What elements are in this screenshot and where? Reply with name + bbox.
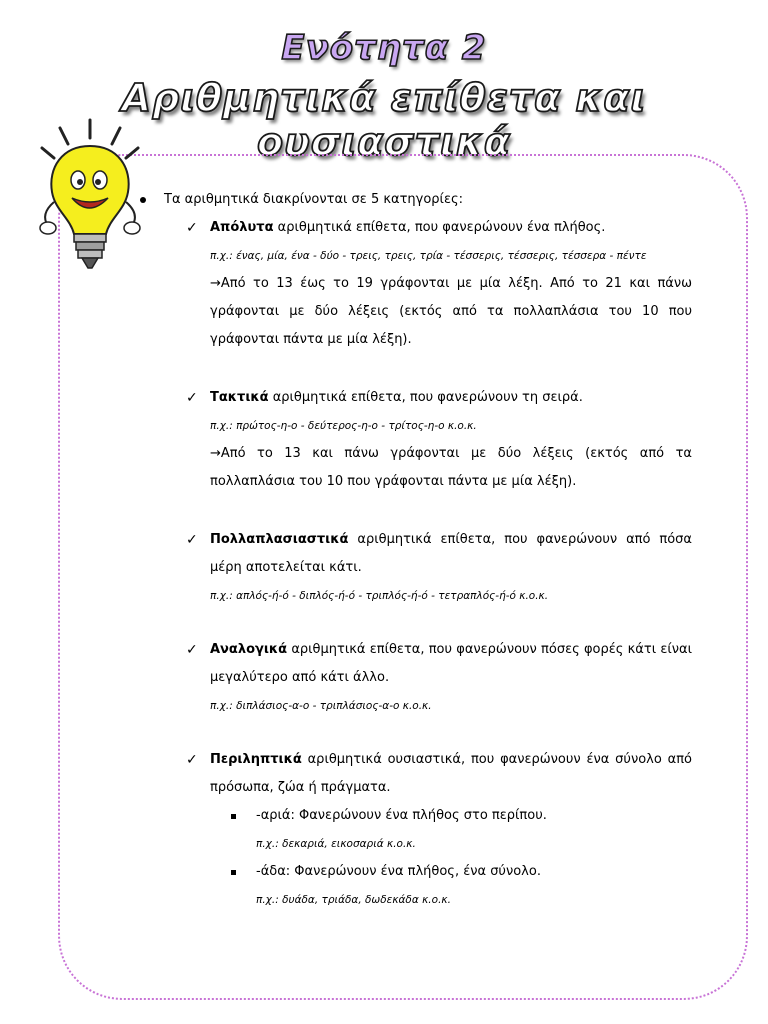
category-term: Πολλαπλασιαστικά xyxy=(210,532,349,547)
square-bullet-icon xyxy=(231,814,236,819)
category-example: π.χ.: πρώτος-η-ο - δεύτερος-η-ο - τρίτος-η-ο κ.ο.κ. xyxy=(210,420,477,432)
subitem-text: -αριά: Φανερώνουν ένα πλήθος στο περίπου. xyxy=(256,808,547,823)
category-term: Περιληπτικά xyxy=(210,752,302,767)
category-term: Τακτικά xyxy=(210,390,269,405)
category-item xyxy=(138,214,692,354)
category-item xyxy=(138,526,692,610)
category-definition: αριθμητικά επίθετα, που φανερώνουν από πόσα μέρη αποτελείται κάτι. xyxy=(210,532,692,575)
category-definition: αριθμητικά ουσιαστικά, που φανερώνουν ένα σύνολο από πρόσωπα, ζώα ή πράγματα. xyxy=(210,752,692,795)
checkmark-icon: ✓ xyxy=(186,752,198,768)
category-item xyxy=(138,384,692,496)
category-term: Αναλογικά xyxy=(210,642,288,657)
checkmark-icon: ✓ xyxy=(186,390,198,406)
content-area xyxy=(138,186,692,914)
category-definition: αριθμητικά επίθετα, που φανερώνουν πόσες φορές κάτι είναι μεγαλύτερο από κάτι άλλο. xyxy=(210,642,692,685)
category-item xyxy=(138,636,692,720)
unit-subtitle: Αριθμητικά επίθετα και ουσιαστικά xyxy=(121,76,647,164)
checkmark-icon: ✓ xyxy=(186,642,198,658)
subitem xyxy=(138,858,692,914)
subitem xyxy=(138,802,692,858)
category-example: π.χ.: διπλάσιος-α-ο - τριπλάσιος-α-ο κ.ο.κ. xyxy=(210,700,432,712)
intro-item xyxy=(138,186,692,214)
checkmark-icon: ✓ xyxy=(186,532,198,548)
bullet-icon xyxy=(140,197,146,203)
subitem-text: -άδα: Φανερώνουν ένα πλήθος, ένα σύνολο. xyxy=(256,864,541,879)
category-note: →Από το 13 και πάνω γράφονται με δύο λέξεις (εκτός από τα πολλαπλάσια του 10 που γράφονται πάντα με μία λέξη). xyxy=(210,446,692,489)
category-definition: αριθμητικά επίθετα, που φανερώνουν ένα πλήθος. xyxy=(273,220,606,235)
subitem-example: π.χ.: δυάδα, τριάδα, δωδεκάδα κ.ο.κ. xyxy=(256,894,451,906)
category-note: →Από το 13 έως το 19 γράφονται με μία λέξη. Από το 21 και πάνω γράφονται με δύο λέξεις (εκτός από τα πολλαπλάσια του 10 που γράφονται πάντα με μία λέξη). xyxy=(210,276,692,347)
square-bullet-icon xyxy=(231,870,236,875)
subitem-example: π.χ.: δεκαριά, εικοσαριά κ.ο.κ. xyxy=(256,838,416,850)
category-definition: αριθμητικά επίθετα, που φανερώνουν τη σειρά. xyxy=(268,390,583,405)
checkmark-icon: ✓ xyxy=(186,220,198,236)
lightbulb-mascot-icon xyxy=(30,118,150,278)
category-item xyxy=(138,746,692,802)
category-term: Απόλυτα xyxy=(210,220,274,235)
category-example: π.χ.: ένας, μία, ένα - δύο - τρεις, τρεις, τρία - τέσσερις, τέσσερις, τέσσερα - πέντε xyxy=(210,250,647,262)
category-example: π.χ.: απλός-ή-ό - διπλός-ή-ό - τριπλός-ή-ό - τετραπλός-ή-ό κ.ο.κ. xyxy=(210,590,549,602)
intro-text: Τα αριθμητικά διακρίνονται σε 5 κατηγορίες: xyxy=(164,192,463,207)
unit-title: Ενότητα 2 xyxy=(281,28,487,68)
